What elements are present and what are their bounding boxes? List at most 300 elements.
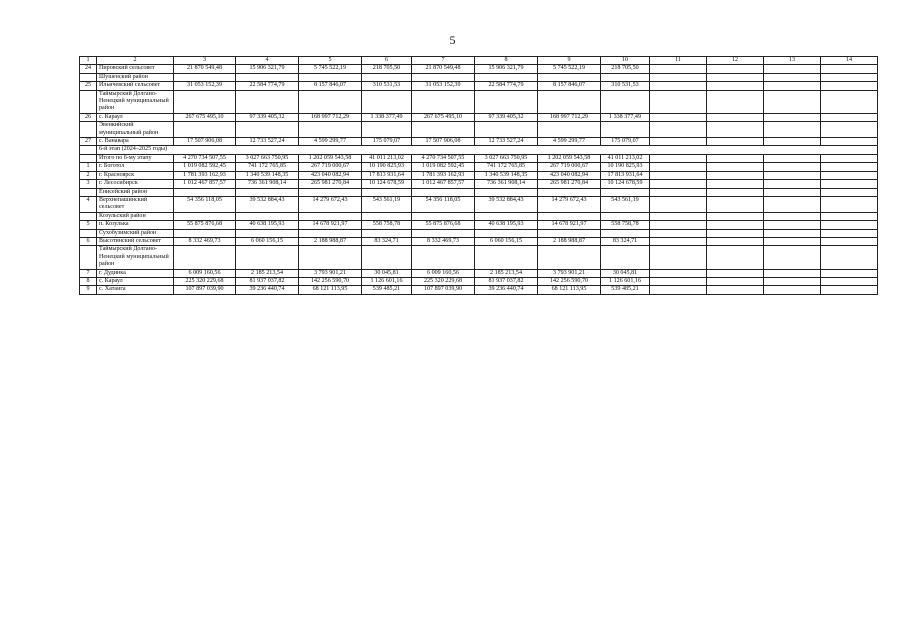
value-cell: 4 599 299,77 [538, 138, 601, 146]
value-cell: 539 485,21 [601, 286, 650, 294]
table-row [80, 237, 878, 245]
value-cell: 17 507 906,08 [412, 138, 475, 146]
value-cell [412, 90, 475, 113]
value-cell [601, 212, 650, 220]
value-cell: 97 339 405,32 [236, 113, 299, 121]
value-cell [601, 73, 650, 81]
empty-cell [707, 113, 764, 121]
header-cell: 3 [174, 57, 236, 65]
value-cell [362, 246, 412, 269]
row-name-cell: Таймырский Долгано-Ненецкий муниципальный район [97, 90, 174, 113]
empty-cell [821, 138, 878, 146]
empty-cell [650, 188, 707, 196]
row-number-cell: 1 [80, 163, 97, 171]
row-number-cell [80, 146, 97, 154]
value-cell: 15 906 321,79 [236, 65, 299, 73]
value-cell: 267 719 000,67 [538, 163, 601, 171]
empty-cell [821, 122, 878, 138]
value-cell: 14 678 921,97 [538, 221, 601, 229]
empty-cell [707, 269, 764, 277]
value-cell [174, 246, 236, 269]
row-name-cell: Ильичевский сельсовет [97, 82, 174, 90]
value-cell [601, 229, 650, 237]
empty-cell [650, 277, 707, 285]
row-name-cell: Верхнепашинский сельсовет [97, 196, 174, 212]
value-cell [601, 188, 650, 196]
value-cell: 175 079,07 [362, 138, 412, 146]
value-cell [299, 212, 362, 220]
empty-cell [764, 113, 821, 121]
header-row [80, 57, 878, 65]
row-number-cell: 4 [80, 196, 97, 212]
value-cell: 736 361 908,14 [236, 180, 299, 188]
value-cell: 310 531,53 [362, 82, 412, 90]
empty-cell [650, 90, 707, 113]
value-cell: 17 813 931,64 [362, 171, 412, 179]
value-cell [538, 188, 601, 196]
value-cell: 39 532 884,43 [475, 196, 538, 212]
value-cell: 107 897 039,90 [412, 286, 475, 294]
empty-cell [707, 171, 764, 179]
row-number-cell: 2 [80, 171, 97, 179]
value-cell: 6 009 160,56 [412, 269, 475, 277]
empty-cell [764, 277, 821, 285]
row-name-cell: г. Лесосибирск [97, 180, 174, 188]
value-cell: 1 019 082 592,45 [174, 163, 236, 171]
value-cell [475, 229, 538, 237]
empty-cell [764, 154, 821, 162]
empty-cell [650, 196, 707, 212]
empty-cell [707, 73, 764, 81]
value-cell [412, 73, 475, 81]
value-cell: 10 124 678,59 [362, 180, 412, 188]
empty-cell [650, 246, 707, 269]
value-cell: 6 060 156,15 [475, 237, 538, 245]
header-cell: 7 [412, 57, 475, 65]
empty-cell [707, 196, 764, 212]
value-cell: 39 236 440,74 [236, 286, 299, 294]
value-cell: 741 172 765,85 [236, 163, 299, 171]
empty-cell [764, 163, 821, 171]
row-name-cell: Пировский сельсовет [97, 65, 174, 73]
value-cell: 218 705,50 [601, 65, 650, 73]
row-number-cell: 26 [80, 113, 97, 121]
row-number-cell [80, 188, 97, 196]
table-row [80, 65, 878, 73]
value-cell: 81 937 037,82 [475, 277, 538, 285]
row-name-cell: п. Козулька [97, 221, 174, 229]
empty-cell [650, 163, 707, 171]
table-row [80, 212, 878, 220]
empty-cell [764, 212, 821, 220]
value-cell: 267 675 495,10 [412, 113, 475, 121]
empty-cell [707, 237, 764, 245]
value-cell: 543 561,19 [601, 196, 650, 212]
value-cell: 1 202 059 543,58 [538, 154, 601, 162]
value-cell [475, 212, 538, 220]
value-cell: 1 019 082 592,45 [412, 163, 475, 171]
value-cell [362, 90, 412, 113]
value-cell: 218 705,50 [362, 65, 412, 73]
empty-cell [821, 65, 878, 73]
row-number-cell: 9 [80, 286, 97, 294]
value-cell: 39 532 884,43 [236, 196, 299, 212]
header-cell: 11 [650, 57, 707, 65]
value-cell: 6 060 156,15 [236, 237, 299, 245]
value-cell: 265 981 270,84 [538, 180, 601, 188]
value-cell: 12 733 527,24 [475, 138, 538, 146]
value-cell: 54 356 118,05 [174, 196, 236, 212]
empty-cell [821, 212, 878, 220]
value-cell [412, 122, 475, 138]
table-row [80, 113, 878, 121]
value-cell: 14 279 672,43 [538, 196, 601, 212]
value-cell: 17 813 931,64 [601, 171, 650, 179]
value-cell: 83 324,71 [362, 237, 412, 245]
value-cell: 3 027 663 750,95 [475, 154, 538, 162]
empty-cell [650, 269, 707, 277]
header-cell: 6 [362, 57, 412, 65]
value-cell [174, 73, 236, 81]
value-cell: 81 937 037,82 [236, 277, 299, 285]
empty-cell [764, 188, 821, 196]
empty-cell [821, 229, 878, 237]
value-cell [174, 229, 236, 237]
empty-cell [650, 212, 707, 220]
table-row [80, 146, 878, 154]
row-number-cell: 27 [80, 138, 97, 146]
value-cell: 4 270 734 507,55 [174, 154, 236, 162]
value-cell: 267 675 495,10 [174, 113, 236, 121]
value-cell: 3 027 663 750,95 [236, 154, 299, 162]
value-cell [299, 246, 362, 269]
value-cell: 83 324,71 [601, 237, 650, 245]
empty-cell [650, 138, 707, 146]
value-cell [538, 122, 601, 138]
table-row [80, 171, 878, 179]
table-row [80, 188, 878, 196]
empty-cell [707, 154, 764, 162]
empty-cell [707, 163, 764, 171]
value-cell: 1 781 393 162,93 [412, 171, 475, 179]
header-cell: 2 [97, 57, 174, 65]
value-cell: 39 236 440,74 [475, 286, 538, 294]
value-cell: 1 012 467 857,57 [174, 180, 236, 188]
value-cell [412, 188, 475, 196]
value-cell: 1 202 059 543,58 [299, 154, 362, 162]
value-cell [174, 188, 236, 196]
empty-cell [707, 138, 764, 146]
value-cell: 2 188 988,87 [538, 237, 601, 245]
header-cell: 9 [538, 57, 601, 65]
value-cell [362, 122, 412, 138]
value-cell: 2 185 213,54 [475, 269, 538, 277]
empty-cell [764, 180, 821, 188]
empty-cell [650, 221, 707, 229]
empty-cell [764, 82, 821, 90]
value-cell: 21 870 549,48 [412, 65, 475, 73]
value-cell: 22 584 774,79 [475, 82, 538, 90]
value-cell: 142 256 590,70 [299, 277, 362, 285]
value-cell: 8 157 846,07 [538, 82, 601, 90]
value-cell: 543 561,19 [362, 196, 412, 212]
value-cell: 97 339 405,32 [475, 113, 538, 121]
value-cell [475, 188, 538, 196]
empty-cell [821, 180, 878, 188]
value-cell [236, 90, 299, 113]
row-number-cell [80, 229, 97, 237]
empty-cell [821, 286, 878, 294]
value-cell [299, 73, 362, 81]
table-row [80, 154, 878, 162]
value-cell [475, 73, 538, 81]
empty-cell [764, 122, 821, 138]
table-row [80, 277, 878, 285]
value-cell: 8 332 469,73 [412, 237, 475, 245]
value-cell: 14 279 672,43 [299, 196, 362, 212]
header-cell: 13 [764, 57, 821, 65]
empty-cell [707, 246, 764, 269]
empty-cell [821, 269, 878, 277]
empty-cell [650, 229, 707, 237]
empty-cell [821, 196, 878, 212]
empty-cell [764, 65, 821, 73]
table-row [80, 196, 878, 212]
empty-cell [650, 122, 707, 138]
value-cell [538, 229, 601, 237]
value-cell: 1 012 467 857,57 [412, 180, 475, 188]
empty-cell [821, 237, 878, 245]
value-cell [236, 229, 299, 237]
value-cell: 22 584 774,79 [236, 82, 299, 90]
empty-cell [650, 113, 707, 121]
value-cell [475, 122, 538, 138]
value-cell: 17 507 906,08 [174, 138, 236, 146]
value-cell: 6 009 160,56 [174, 269, 236, 277]
row-number-cell [80, 73, 97, 81]
row-number-cell: 6 [80, 237, 97, 245]
header-cell: 12 [707, 57, 764, 65]
empty-cell [707, 90, 764, 113]
table-row [80, 286, 878, 294]
value-cell: 4 270 734 507,55 [412, 154, 475, 162]
row-number-cell [80, 246, 97, 269]
empty-cell [764, 229, 821, 237]
row-number-cell: 25 [80, 82, 97, 90]
row-number-cell: 3 [80, 180, 97, 188]
empty-cell [821, 73, 878, 81]
value-cell: 40 638 195,93 [475, 221, 538, 229]
page-number: 5 [449, 33, 456, 47]
row-number-cell [80, 154, 97, 162]
table-row [80, 221, 878, 229]
value-cell: 310 531,53 [601, 82, 650, 90]
value-cell: 3 793 901,21 [538, 269, 601, 277]
empty-cell [707, 277, 764, 285]
empty-cell [821, 113, 878, 121]
empty-cell [650, 73, 707, 81]
table-row [80, 180, 878, 188]
value-cell [174, 90, 236, 113]
value-cell: 1 340 539 148,35 [236, 171, 299, 179]
value-cell: 142 256 590,70 [538, 277, 601, 285]
value-cell: 4 599 299,77 [299, 138, 362, 146]
value-cell: 168 997 712,29 [538, 113, 601, 121]
value-cell: 267 719 000,67 [299, 163, 362, 171]
row-number-cell [80, 122, 97, 138]
empty-cell [764, 221, 821, 229]
empty-cell [764, 269, 821, 277]
row-name-cell: с. Ванавара [97, 138, 174, 146]
value-cell [538, 73, 601, 81]
value-cell [538, 90, 601, 113]
value-cell: 1 338 377,49 [362, 113, 412, 121]
value-cell [236, 246, 299, 269]
value-cell [362, 229, 412, 237]
value-cell [362, 73, 412, 81]
row-name-cell: г. Дудинка [97, 269, 174, 277]
empty-cell [764, 90, 821, 113]
empty-cell [764, 138, 821, 146]
row-name-cell: г. Красноярск [97, 171, 174, 179]
value-cell: 168 997 712,29 [299, 113, 362, 121]
value-cell [475, 90, 538, 113]
value-cell: 558 758,78 [362, 221, 412, 229]
value-cell: 14 678 921,97 [299, 221, 362, 229]
empty-cell [821, 82, 878, 90]
empty-cell [821, 188, 878, 196]
value-cell: 41 011 213,02 [601, 154, 650, 162]
table-row [80, 122, 878, 138]
empty-cell [764, 196, 821, 212]
value-cell: 10 124 678,59 [601, 180, 650, 188]
empty-cell [764, 73, 821, 81]
value-cell: 41 011 213,02 [362, 154, 412, 162]
value-cell [601, 122, 650, 138]
empty-cell [821, 154, 878, 162]
empty-cell [821, 246, 878, 269]
value-cell: 55 875 876,68 [174, 221, 236, 229]
row-name-cell: Высотинский сельсовет [97, 237, 174, 245]
row-name-cell: Таймырский Долгано-Ненецкий муниципальный район [97, 246, 174, 269]
value-cell [412, 246, 475, 269]
value-cell: 55 875 876,68 [412, 221, 475, 229]
empty-cell [650, 286, 707, 294]
row-name-cell: с. Хатанга [97, 286, 174, 294]
value-cell: 1 126 601,16 [362, 277, 412, 285]
value-cell: 12 733 527,24 [236, 138, 299, 146]
value-cell: 2 188 988,87 [299, 237, 362, 245]
table-row [80, 229, 878, 237]
value-cell: 31 053 152,39 [412, 82, 475, 90]
value-cell: 539 485,21 [362, 286, 412, 294]
value-cell [174, 122, 236, 138]
row-name-cell: 6-й этап (2024–2025 годы) [97, 146, 878, 154]
table-row [80, 163, 878, 171]
value-cell: 265 981 270,84 [299, 180, 362, 188]
value-cell [299, 229, 362, 237]
empty-cell [764, 171, 821, 179]
empty-cell [707, 229, 764, 237]
empty-cell [650, 171, 707, 179]
value-cell: 30 045,81 [362, 269, 412, 277]
header-cell: 4 [236, 57, 299, 65]
value-cell: 107 897 039,90 [174, 286, 236, 294]
data-table [79, 56, 878, 295]
empty-cell [650, 154, 707, 162]
value-cell [601, 246, 650, 269]
value-cell [362, 212, 412, 220]
row-name-cell: Сухобузимский район [97, 229, 174, 237]
table-row [80, 269, 878, 277]
value-cell: 10 190 825,93 [362, 163, 412, 171]
table-row [80, 73, 878, 81]
empty-cell [821, 90, 878, 113]
row-number-cell: 7 [80, 269, 97, 277]
empty-cell [707, 180, 764, 188]
value-cell [412, 212, 475, 220]
value-cell: 8 332 469,73 [174, 237, 236, 245]
value-cell [174, 212, 236, 220]
table-row [80, 82, 878, 90]
row-number-cell: 8 [80, 277, 97, 285]
value-cell: 21 870 549,48 [174, 65, 236, 73]
empty-cell [764, 237, 821, 245]
row-name-cell: Эвенкийский муниципальный район [97, 122, 174, 138]
empty-cell [707, 188, 764, 196]
value-cell: 1 781 393 162,93 [174, 171, 236, 179]
empty-cell [821, 171, 878, 179]
empty-cell [707, 286, 764, 294]
value-cell: 741 172 765,85 [475, 163, 538, 171]
row-number-cell [80, 212, 97, 220]
table-row [80, 90, 878, 113]
value-cell [601, 90, 650, 113]
value-cell: 54 356 118,05 [412, 196, 475, 212]
value-cell: 1 338 377,49 [601, 113, 650, 121]
value-cell: 40 638 195,93 [236, 221, 299, 229]
value-cell: 8 157 846,07 [299, 82, 362, 90]
value-cell [236, 73, 299, 81]
value-cell: 558 758,78 [601, 221, 650, 229]
empty-cell [650, 180, 707, 188]
empty-cell [650, 65, 707, 73]
row-name-cell: Итого по 6-му этапу [97, 154, 174, 162]
empty-cell [707, 122, 764, 138]
value-cell: 10 190 825,93 [601, 163, 650, 171]
value-cell [538, 246, 601, 269]
value-cell: 175 079,07 [601, 138, 650, 146]
value-cell [236, 122, 299, 138]
row-number-cell: 5 [80, 221, 97, 229]
row-name-cell: Енисейский район [97, 188, 174, 196]
empty-cell [821, 163, 878, 171]
empty-cell [821, 277, 878, 285]
value-cell [299, 122, 362, 138]
value-cell [538, 212, 601, 220]
row-name-cell: Шушенский район [97, 73, 174, 81]
empty-cell [707, 212, 764, 220]
value-cell: 5 745 522,19 [299, 65, 362, 73]
value-cell [236, 212, 299, 220]
value-cell [362, 188, 412, 196]
empty-cell [650, 82, 707, 90]
value-cell [299, 188, 362, 196]
header-cell: 8 [475, 57, 538, 65]
empty-cell [707, 82, 764, 90]
value-cell: 30 045,81 [601, 269, 650, 277]
row-name-cell: с. Караул [97, 113, 174, 121]
